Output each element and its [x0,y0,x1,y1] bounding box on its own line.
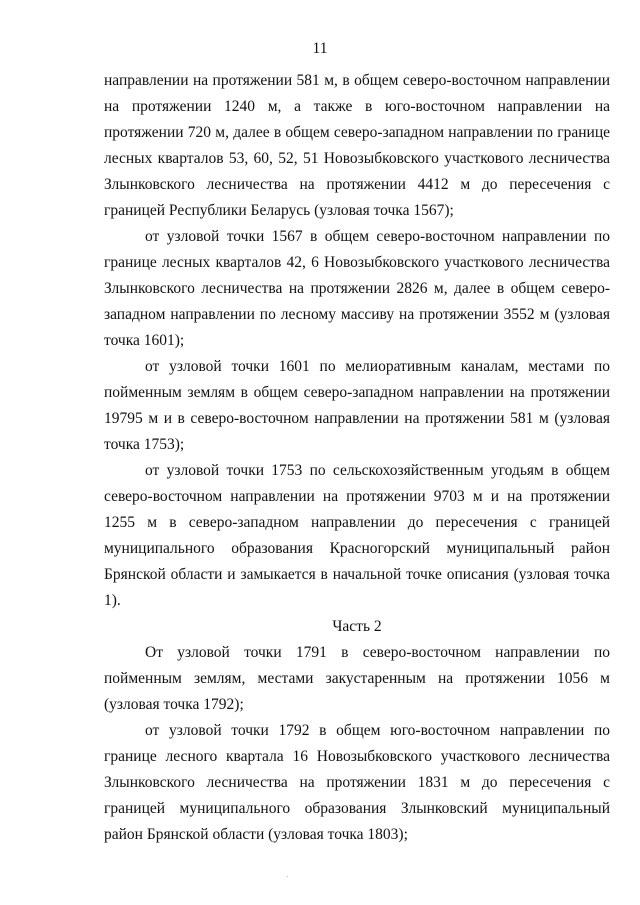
scan-speck [287,876,288,877]
paragraph-point-1567: от узловой точки 1567 в общем северо-восточном направлении по границе лесных кварталов 42, 6 Новозыбковского участкового лесничества Злынковского лесничества на протяжении 2826 м, далее в общем северо-западном направлении по лесному массиву на протяжении 3552 м (узловая точка 1601); [104,228,610,349]
paragraph-point-1791: От узловой точки 1791 в северо-восточном направлении по пойменным землям, местами закустаренным на протяжении 1056 м (узловая точка 1792); [104,644,610,713]
document-body [104,68,610,848]
paragraph-point-1753: от узловой точки 1753 по сельскохозяйственным угодьям в общем северо-восточном направлении на протяжении 9703 м и на протяжении 1255 м в северо-западном направлении до пересечения с границей муниципального образования Красногорский муниципальный район Брянской области и замыкается в начальной точке описания (узловая точка 1). [104,462,610,609]
paragraph-point-1601: от узловой точки 1601 по мелиоративным каналам, местами по пойменным землям в общем северо-западном направлении на протяжении 19795 м и в северо-восточном направлении на протяжении 581 м (узловая точка 1753); [104,358,610,453]
paragraph-continuation: направлении на протяжении 581 м, в общем северо-восточном направлении на протяжении 1240 м, а также в юго-восточном направлении на протяжении 720 м, далее в общем северо-западном направлении по границе лесных кварталов 53, 60, 52, 51 Новозыбковского участкового лесничества Злынковского лесничества на протяжении 4412 м до пересечения с границей Республики Беларусь (узловая точка 1567); [104,72,610,219]
section-heading-part-2: Часть 2 [332,618,382,635]
paragraph-point-1792: от узловой точки 1792 в общем юго-восточном направлении по границе лесного квартала 16 Новозыбковского участкового лесничества Злынковского лесничества на протяжении 1831 м до пересечения с границей муниципального образования Злынковский муниципальный район Брянской области (узловая точка 1803); [104,722,610,843]
page-number: 11 [312,40,328,57]
